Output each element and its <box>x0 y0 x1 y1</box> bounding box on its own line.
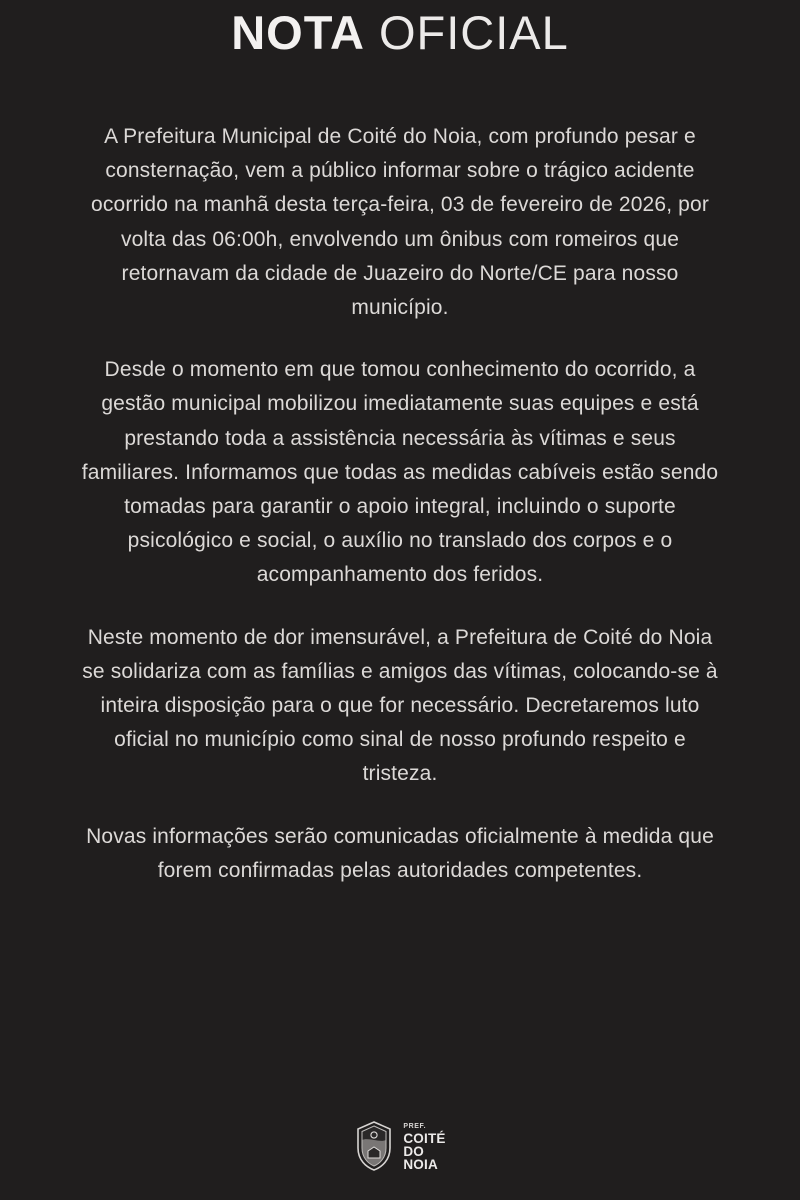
footer-logo-line-1: COITÉ <box>403 1131 446 1146</box>
footer-logo-line-3: NOIA <box>403 1157 438 1172</box>
coat-of-arms-icon <box>354 1120 394 1172</box>
page-title-light-word: OFICIAL <box>378 6 569 59</box>
notice-paragraph-1: A Prefeitura Municipal de Coité do Noia, com profundo pesar e consternação, vem a público informar sobre o trágico acidente ocorrido na manhã desta terça-feira, 03 de fevereiro de 2026, por volta das 06:00h, envolvendo um ônibus com romeiros que retornavam da cidade de Juazeiro do Norte/CE para nosso município. <box>91 125 709 320</box>
notice-body <box>76 120 724 888</box>
notice-paragraph-2: Desde o momento em que tomou conhecimento do ocorrido, a gestão municipal mobilizou imediatamente suas equipes e está prestando toda a assistência necessária às vítimas e seus familiares. Informamos que todas as medidas cabíveis estão sendo tomadas para garantir o apoio integral, incluindo o suporte psicológico e social, o auxílio no translado dos corpos e o acompanhamento dos feridos. <box>81 358 719 587</box>
notice-paragraph-3: Neste momento de dor imensurável, a Prefeitura de Coité do Noia se solidariza com as famílias e amigos das vítimas, colocando-se à inteira disposição para o que for necessário. Decretaremos luto oficial no município como sinal de nosso profundo respeito e tristeza. <box>82 625 718 786</box>
footer-logo-line-2: DO <box>403 1144 425 1159</box>
page-title-strong: NOTA <box>231 6 365 59</box>
footer-logo <box>0 1120 800 1172</box>
page-title-light <box>365 6 379 59</box>
footer-logo-name <box>403 1132 445 1171</box>
footer-logo-prefix: PREF. <box>403 1123 427 1130</box>
page-title <box>231 4 569 62</box>
notice-paragraph-4: Novas informações serão comunicadas oficialmente à medida que forem confirmadas pelas autoridades competentes. <box>86 824 714 882</box>
footer-logo-text <box>403 1123 445 1172</box>
